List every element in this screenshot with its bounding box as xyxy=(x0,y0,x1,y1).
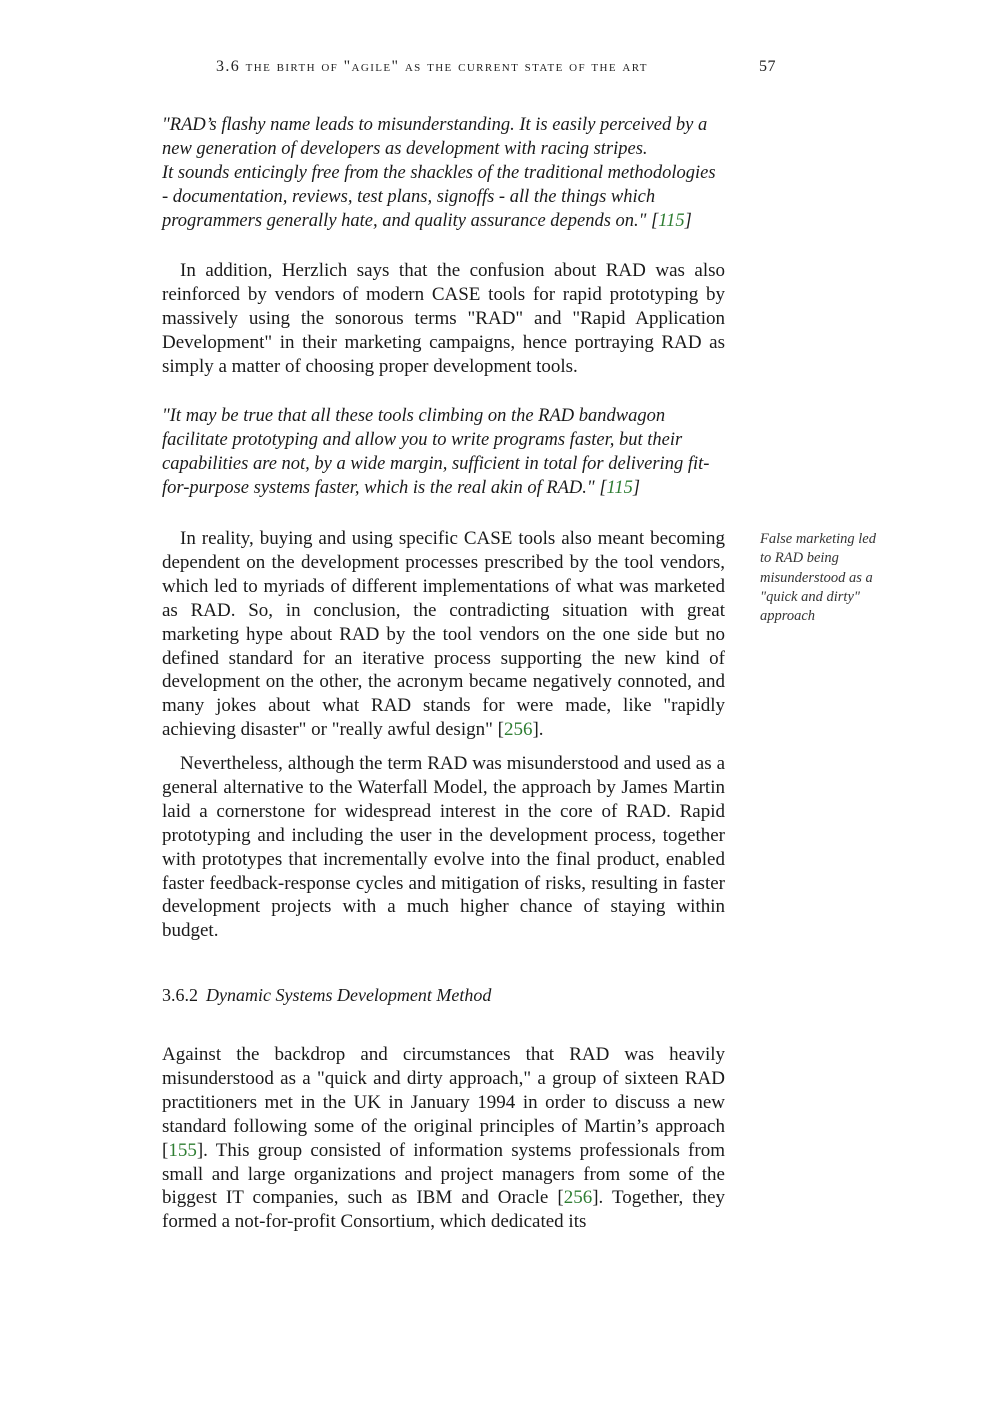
citation-link[interactable]: 256 xyxy=(503,719,533,741)
quote-1-line-1: "RAD’s flashy name leads to misunderstanding. It is easily perceived by a new generation of developers as development with racing stripes. xyxy=(162,115,708,159)
margin-note: False marketing led to RAD being misunderstood as a "quick and dirty" approach xyxy=(760,531,876,625)
running-header xyxy=(216,58,776,76)
citation-link[interactable]: 115 xyxy=(606,477,633,498)
header-title: 3.6 the birth of "agile" as the current state of the art xyxy=(216,58,648,75)
block-quote-2: "It may be true that all these tools climbing on the RAD bandwagon facilitate prototyping and allow you to write programs faster, but their capabilities are not, by a wide margin, sufficient in total for delivering fit-for-purpose systems faster, which is the real akin of RAD." [115] xyxy=(162,406,710,498)
paragraph-case-tools: In reality, buying and using specific CASE tools also meant becoming dependent on the development processes prescribed by the tool vendors, which led to myriads of different implementations of what was marketed as RAD. So, in conclusion, the contradicting situation with great marketing hype about RAD by the tool vendors on the one side but no defined standard for an iterative process supporting the new kind of development on the other, the acronym became negatively connoted, and many jokes about what RAD stands for were made, like "rapidly achieving disaster" or "really awful design" [256]. xyxy=(162,528,725,741)
citation-link[interactable]: 155 xyxy=(168,1139,197,1161)
paragraph-nevertheless: Nevertheless, although the term RAD was misunderstood and used as a general alternative to the Waterfall Model, the approach by James Martin laid a cornerstone for widespread interest in the core of RAD. Rapid prototyping and including the user in the development process, together with prototypes that incrementally evolve into the final product, enabled faster feedback-response cycles and mitigation of risks, resulting in faster development projects with a much higher chance of staying within budget. xyxy=(162,753,725,942)
block-quote-1 xyxy=(162,114,725,234)
paragraph-dsdm: Against the backdrop and circumstances that RAD was heavily misunderstood as a "quick and dirty approach," a group of sixteen RAD practitioners met in the UK in January 1994 in order to discuss a new standard following some of the original principles of Martin’s approach [155]. This group consisted of information systems professionals from small and large organizations and project managers from some of the biggest IT companies, such as IBM and Oracle [256]. Together, they formed a not-for-profit Consortium, which dedicated its xyxy=(162,1044,725,1233)
quote-1-line-2: It sounds enticingly free from the shackles of the traditional methodologies - documentation, reviews, test plans, signoffs - all the things which programmers generally hate, and quality assurance depends on." [115] xyxy=(162,162,716,231)
page-number: 57 xyxy=(759,58,776,75)
citation-link[interactable]: 256 xyxy=(563,1187,593,1209)
subsection-heading xyxy=(162,985,491,1006)
subsection-title: Dynamic Systems Development Method xyxy=(206,985,492,1005)
subsection-number: 3.6.2 xyxy=(162,985,198,1005)
paragraph-herzlich: In addition, Herzlich says that the confusion about RAD was also reinforced by vendors of modern CASE tools for rapid prototyping by massively using the sonorous terms "RAD" and "Rapid Application Development" in their marketing campaigns, hence portraying RAD as simply a matter of choosing proper development tools. xyxy=(162,260,725,377)
citation-link[interactable]: 115 xyxy=(658,210,685,231)
